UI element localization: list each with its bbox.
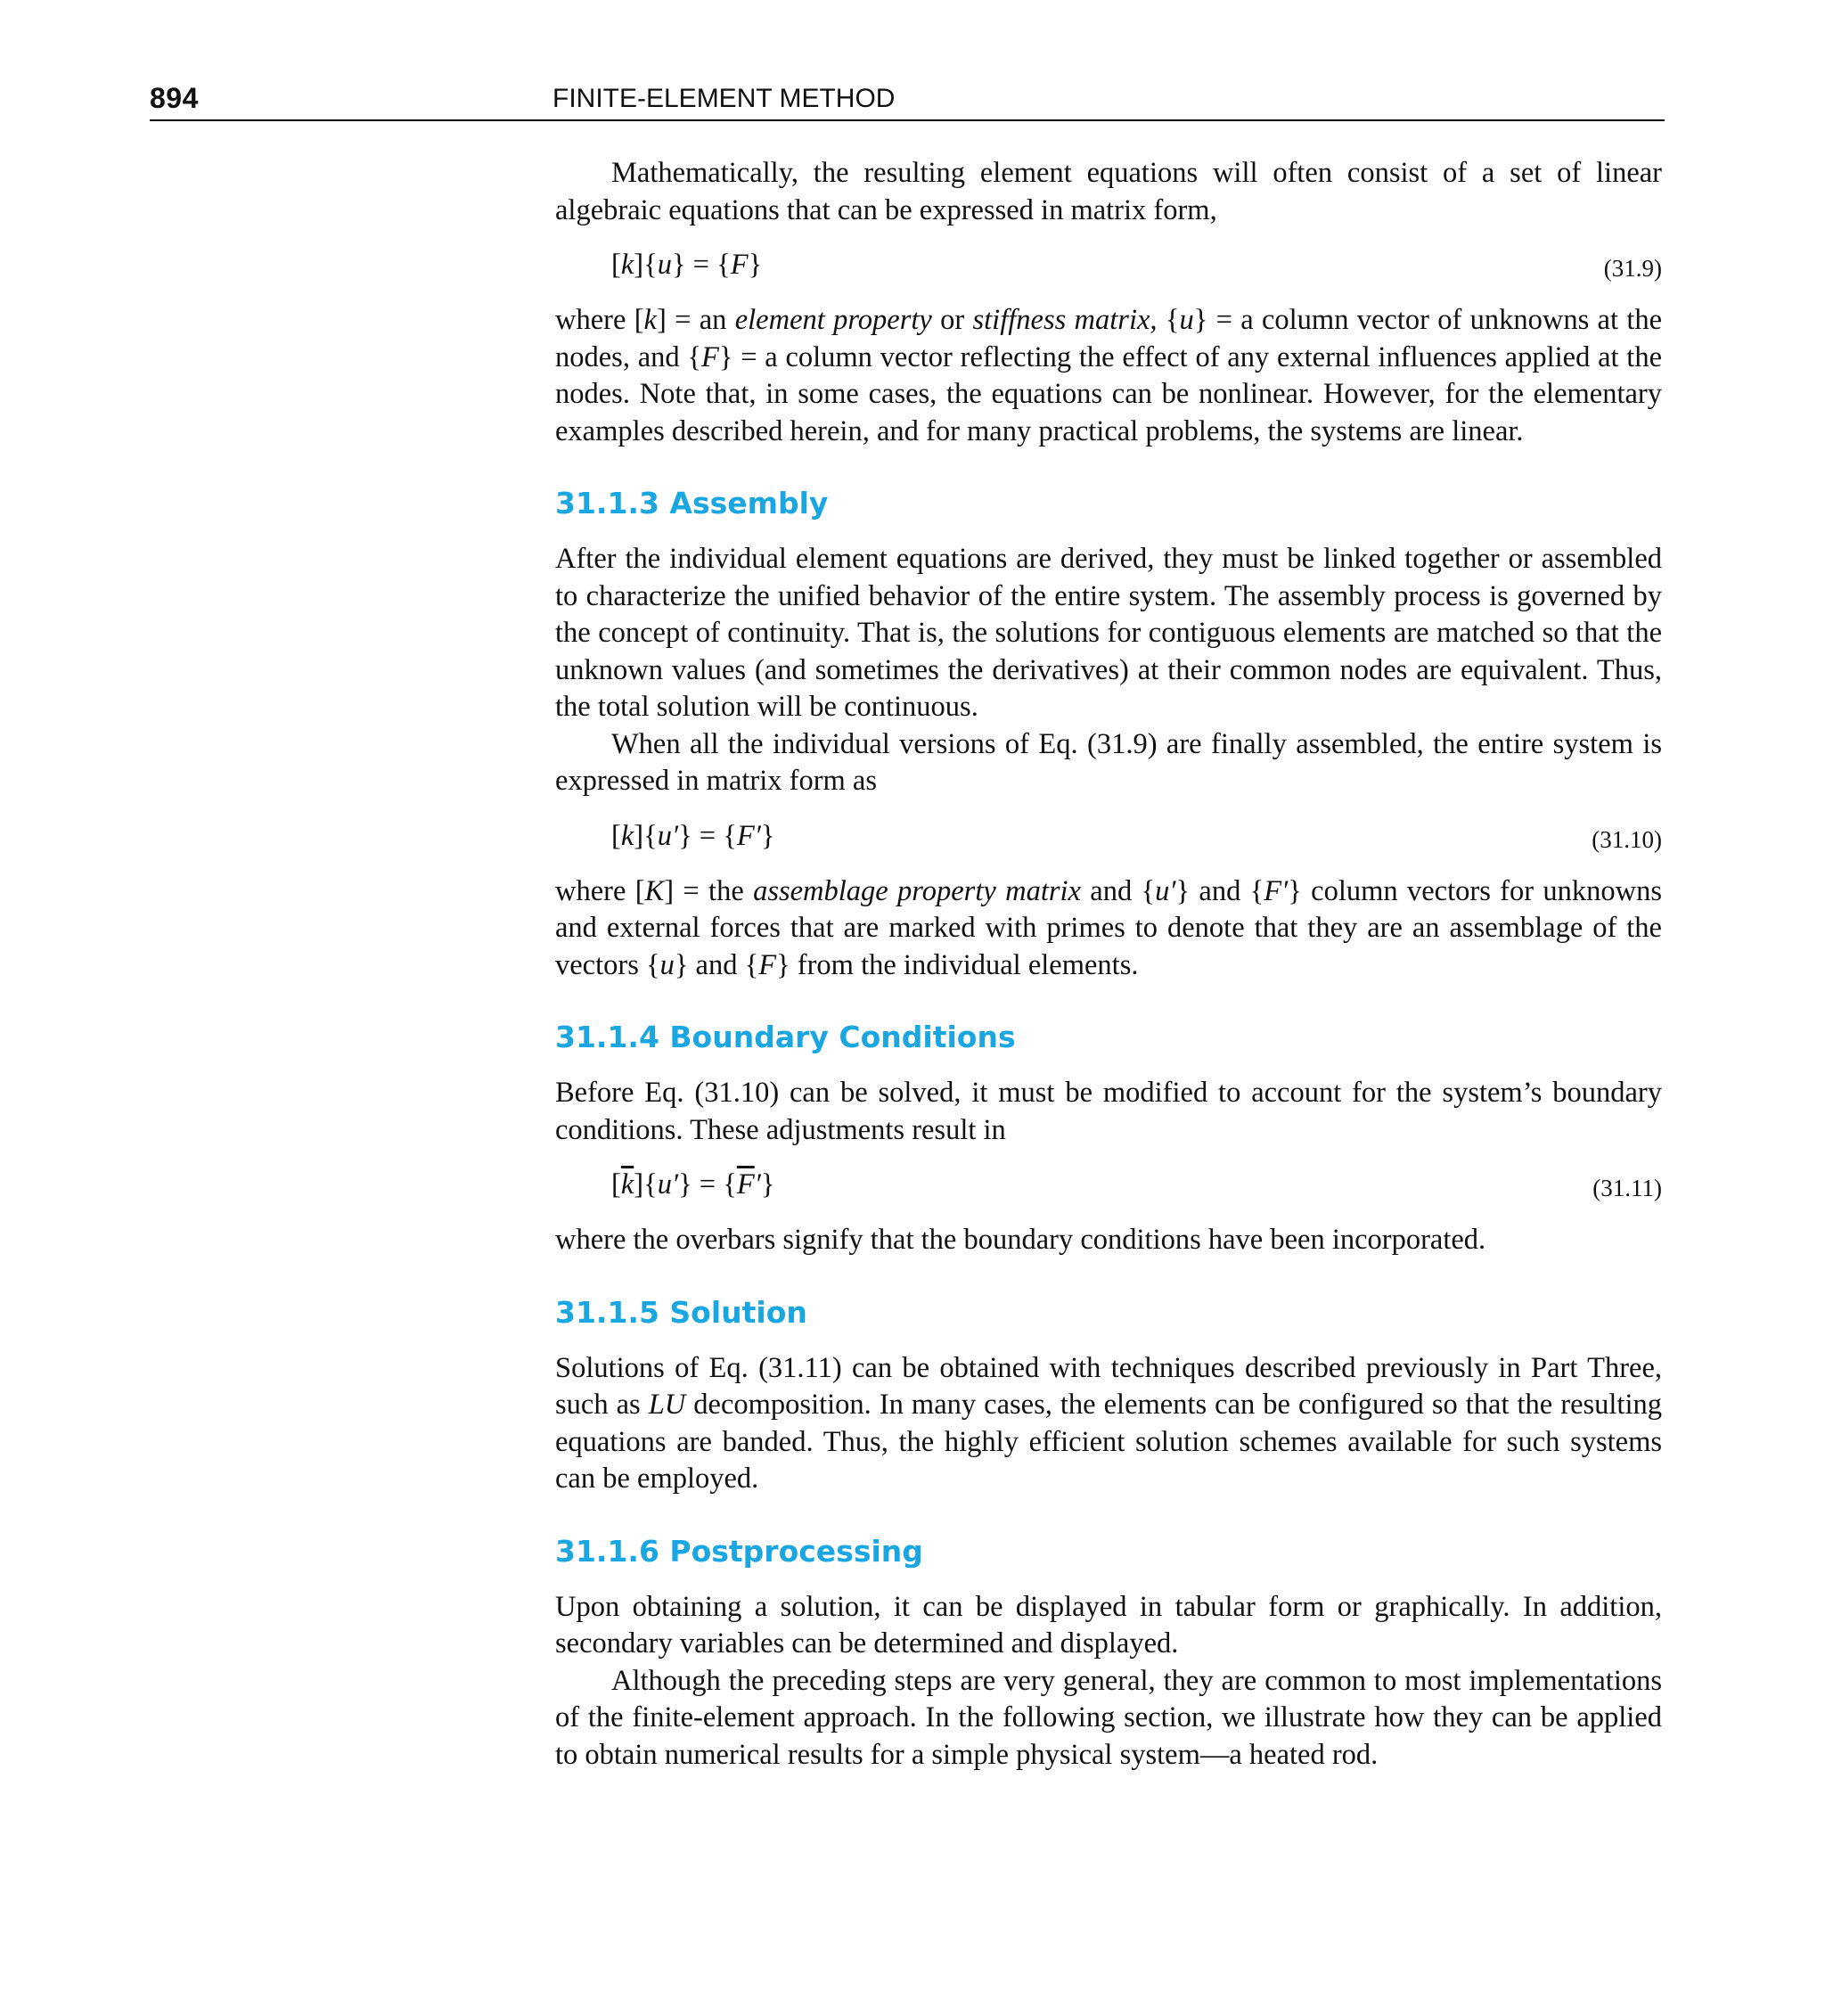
paragraph-assembly-matrix: When all the individual versions of Eq. (31.9) are finally assembled, the entire system is expressed in matrix form as <box>555 727 1662 797</box>
equation-number: (31.11) <box>1592 1175 1662 1201</box>
paragraph-intro: Mathematically, the resulting element equations will often consist of a set of linear algebraic equations that can be expressed in matrix form, <box>555 157 1662 226</box>
section-heading-boundary-conditions: 31.1.4 Boundary Conditions <box>555 1020 1016 1054</box>
paragraph-boundary-conditions: Before Eq. (31.10) can be solved, it must be modified to account for the system’s boundary conditions. These adjustments result in <box>555 1077 1662 1146</box>
section-heading-assembly: 31.1.3 Assembly <box>555 486 829 520</box>
equation-31-11 <box>555 1167 1662 1204</box>
equation-body: $[\overline{k}]\{u'\} = \{\overline{F}'\}$ <box>611 1168 775 1201</box>
page-number: 894 <box>150 82 199 114</box>
equation-31-10 <box>555 818 1662 856</box>
paragraph-postprocessing: Upon obtaining a solution, it can be displayed in tabular form or graphically. In addition, secondary variables can be determined and displayed. <box>555 1590 1662 1660</box>
section-heading-postprocessing: 31.1.6 Postprocessing <box>555 1533 923 1569</box>
paragraph-overbars: where the overbars signify that the boundary conditions have been incorporated. <box>555 1224 1486 1256</box>
equation-number: (31.9) <box>1603 255 1662 282</box>
chapter-title: FINITE-ELEMENT METHOD <box>552 84 896 113</box>
equation-31-9 <box>555 247 1662 284</box>
equation-body: [k]{u} = {F} <box>611 249 763 281</box>
running-header <box>150 82 1665 121</box>
paragraph-solution: Solutions of Eq. (31.11) can be obtained with techniques described previously in Part Three, such as LU decomposition. In many cases, the elements can be configured so that the resulting equations are banded. Thus, the highly efficient solution schemes available for such systems can be employed. <box>555 1351 1662 1495</box>
main-text-column <box>555 155 1662 1774</box>
equation-number: (31.10) <box>1592 825 1662 853</box>
equation-body: [k]{u′} = {F′} <box>611 819 775 852</box>
section-heading-solution: 31.1.5 Solution <box>555 1294 807 1330</box>
paragraph-heated-rod-intro: Although the preceding steps are very general, they are common to most implementations of the finite-element approach. In the following section, we illustrate how they can be applied to obtain numerical results for a simple physical system—a heated rod. <box>555 1664 1662 1771</box>
paragraph-assembly: After the individual element equations are derived, they must be linked together or assembled to characterize the unified behavior of the entire system. The assembly process is governed by the concept of continuity. That is, the solutions for contiguous elements are matched so that the unknown values (and sometimes the derivatives) at their common nodes are equivalent. Thus, the total solution will be continuous. <box>555 543 1662 723</box>
paragraph-stiffness-definition: where [k] = an element property or stiffness matrix, {u} = a column vector of unknowns at the nodes, and {F} = a column vector reflecting the effect of any external influences applied at the nodes. Note that, in some cases, the equations can be nonlinear. However, for the elementary examples described herein, and for many practical problems, the systems are linear. <box>555 304 1663 447</box>
paragraph-assemblage-definition: where [K] = the assemblage property matrix and {u′} and {F′} column vectors for unknowns and external forces that are marked with primes to denote that they are an assemblage of the vectors {u} and {F} from the individual elements. <box>555 874 1663 981</box>
